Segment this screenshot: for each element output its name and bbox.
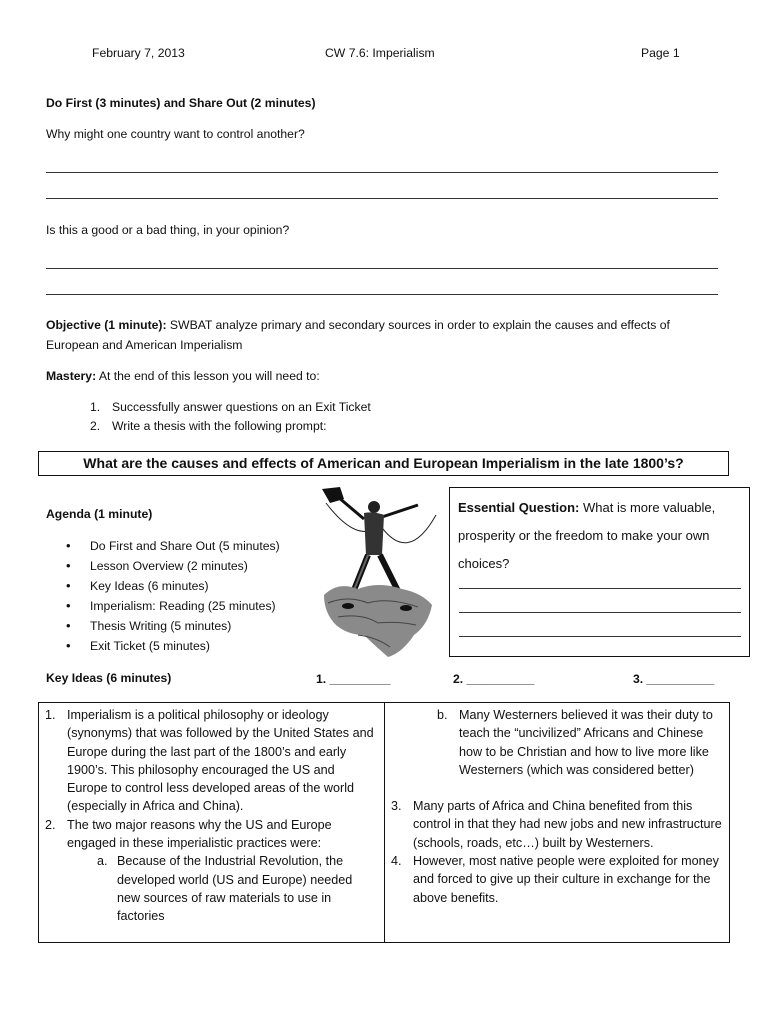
bullet-icon: • — [66, 638, 71, 653]
column-divider — [384, 703, 385, 942]
agenda-heading: Agenda (1 minute) — [46, 507, 153, 521]
answer-line[interactable] — [459, 612, 741, 613]
objective — [46, 318, 736, 332]
bullet-icon: • — [66, 538, 71, 553]
mastery-text: At the end of this lesson you will need to: — [96, 369, 320, 383]
mastery-item-text: Successfully answer questions on an Exit Ticket — [112, 400, 371, 414]
item-number: 2. — [45, 817, 56, 832]
bullet-icon: • — [66, 598, 71, 613]
item-number: b. — [437, 708, 448, 722]
item-number: a. — [97, 854, 108, 869]
agenda-list — [62, 536, 280, 656]
answer-line[interactable] — [459, 636, 741, 637]
agenda-item — [62, 556, 280, 576]
agenda-item — [62, 576, 280, 596]
item-text: Imperialism is a political philosophy or ideology (synonyms) that was followed by the United States and Europe during the last part of the 1800’s and early 1900’s. This philosophy encouraged the US and Europe to control less developed areas of the world (especially in Africa and China). — [67, 708, 374, 814]
mastery-item — [90, 400, 371, 414]
bullet-icon: • — [66, 618, 71, 633]
agenda-item-label: Imperialism: Reading (25 minutes) — [90, 599, 276, 613]
answer-line[interactable] — [46, 172, 718, 173]
objective-text-line1: SWBAT analyze primary and secondary sources in order to explain the causes and effects of — [166, 318, 670, 332]
key-idea-subitem — [45, 852, 377, 925]
mastery-item-number: 2. — [90, 419, 101, 433]
key-idea-blank-2[interactable]: 2. __________ — [453, 672, 535, 686]
item-text: Because of the Industrial Revolution, the developed world (US and Europe) needed new sources of raw materials to use in factories — [117, 854, 353, 924]
essential-question — [458, 494, 741, 578]
essential-question-text: What is more valuable, prosperity or the freedom to make your own choices? — [458, 500, 716, 571]
essential-question-box — [449, 487, 750, 657]
key-idea-item — [391, 852, 723, 907]
thesis-prompt: What are the causes and effects of American and European Imperialism in the late 1800’s? — [83, 455, 684, 471]
mastery — [46, 369, 320, 383]
item-text: The two major reasons why the US and Europe engaged in these imperialistic practices were: — [67, 817, 332, 851]
item-number: 1. — [45, 708, 56, 722]
mastery-label: Mastery: — [46, 369, 97, 383]
do-first-question-2: Is this a good or a bad thing, in your opinion? — [46, 223, 290, 237]
do-first-question-1: Why might one country want to control another? — [46, 127, 305, 141]
key-ideas-left-column — [45, 706, 377, 926]
agenda-item-label: Thesis Writing (5 minutes) — [90, 619, 232, 633]
agenda-item-label: Lesson Overview (2 minutes) — [90, 559, 248, 573]
answer-line[interactable] — [46, 268, 718, 269]
agenda-item — [62, 596, 280, 616]
answer-line[interactable] — [46, 294, 718, 295]
objective-text-line2: European and American Imperialism — [46, 338, 243, 352]
item-text: However, most native people were exploited for money and forced to give up their culture in exchange for the above benefits. — [413, 854, 719, 905]
mastery-item — [90, 419, 327, 433]
key-idea-blank-3[interactable]: 3. __________ — [633, 672, 715, 686]
key-idea-blank-1[interactable]: 1. _________ — [316, 672, 391, 686]
item-number: 4. — [391, 854, 402, 869]
colossus-cartoon-illustration — [318, 485, 442, 663]
header-page-number: Page 1 — [641, 46, 680, 60]
thesis-prompt-box — [38, 451, 729, 476]
key-ideas-heading: Key Ideas (6 minutes) — [46, 671, 172, 685]
key-ideas-table — [38, 702, 730, 943]
agenda-item — [62, 616, 280, 636]
key-idea-item — [45, 816, 377, 853]
objective-label: Objective (1 minute): — [46, 318, 167, 332]
mastery-item-text: Write a thesis with the following prompt: — [112, 419, 327, 433]
header-title: CW 7.6: Imperialism — [325, 46, 435, 60]
agenda-item — [62, 536, 280, 556]
key-idea-item — [391, 797, 723, 852]
do-first-heading: Do First (3 minutes) and Share Out (2 minutes) — [46, 96, 316, 110]
answer-line[interactable] — [459, 588, 741, 589]
header-date: February 7, 2013 — [92, 46, 185, 60]
item-number: 3. — [391, 799, 402, 814]
agenda-item — [62, 636, 280, 656]
answer-line[interactable] — [46, 198, 718, 199]
essential-question-label: Essential Question: — [458, 500, 580, 515]
agenda-item-label: Do First and Share Out (5 minutes) — [90, 539, 280, 553]
agenda-item-label: Key Ideas (6 minutes) — [90, 579, 209, 593]
bullet-icon: • — [66, 558, 71, 573]
key-idea-item — [45, 706, 377, 816]
mastery-item-number: 1. — [90, 400, 101, 414]
key-ideas-right-column — [391, 706, 723, 907]
bullet-icon: • — [66, 578, 71, 593]
item-text: Many parts of Africa and China benefited from this control in that they had new jobs and new infrastructure (schools, roads, etc…) built by Westerners. — [413, 799, 722, 850]
key-idea-subitem — [391, 706, 723, 779]
item-text: Many Westerners believed it was their duty to teach the “uncivilized” Africans and Chinese how to be Christian and how to live more like Westerners (which was considered better) — [459, 708, 713, 777]
agenda-item-label: Exit Ticket (5 minutes) — [90, 639, 210, 653]
